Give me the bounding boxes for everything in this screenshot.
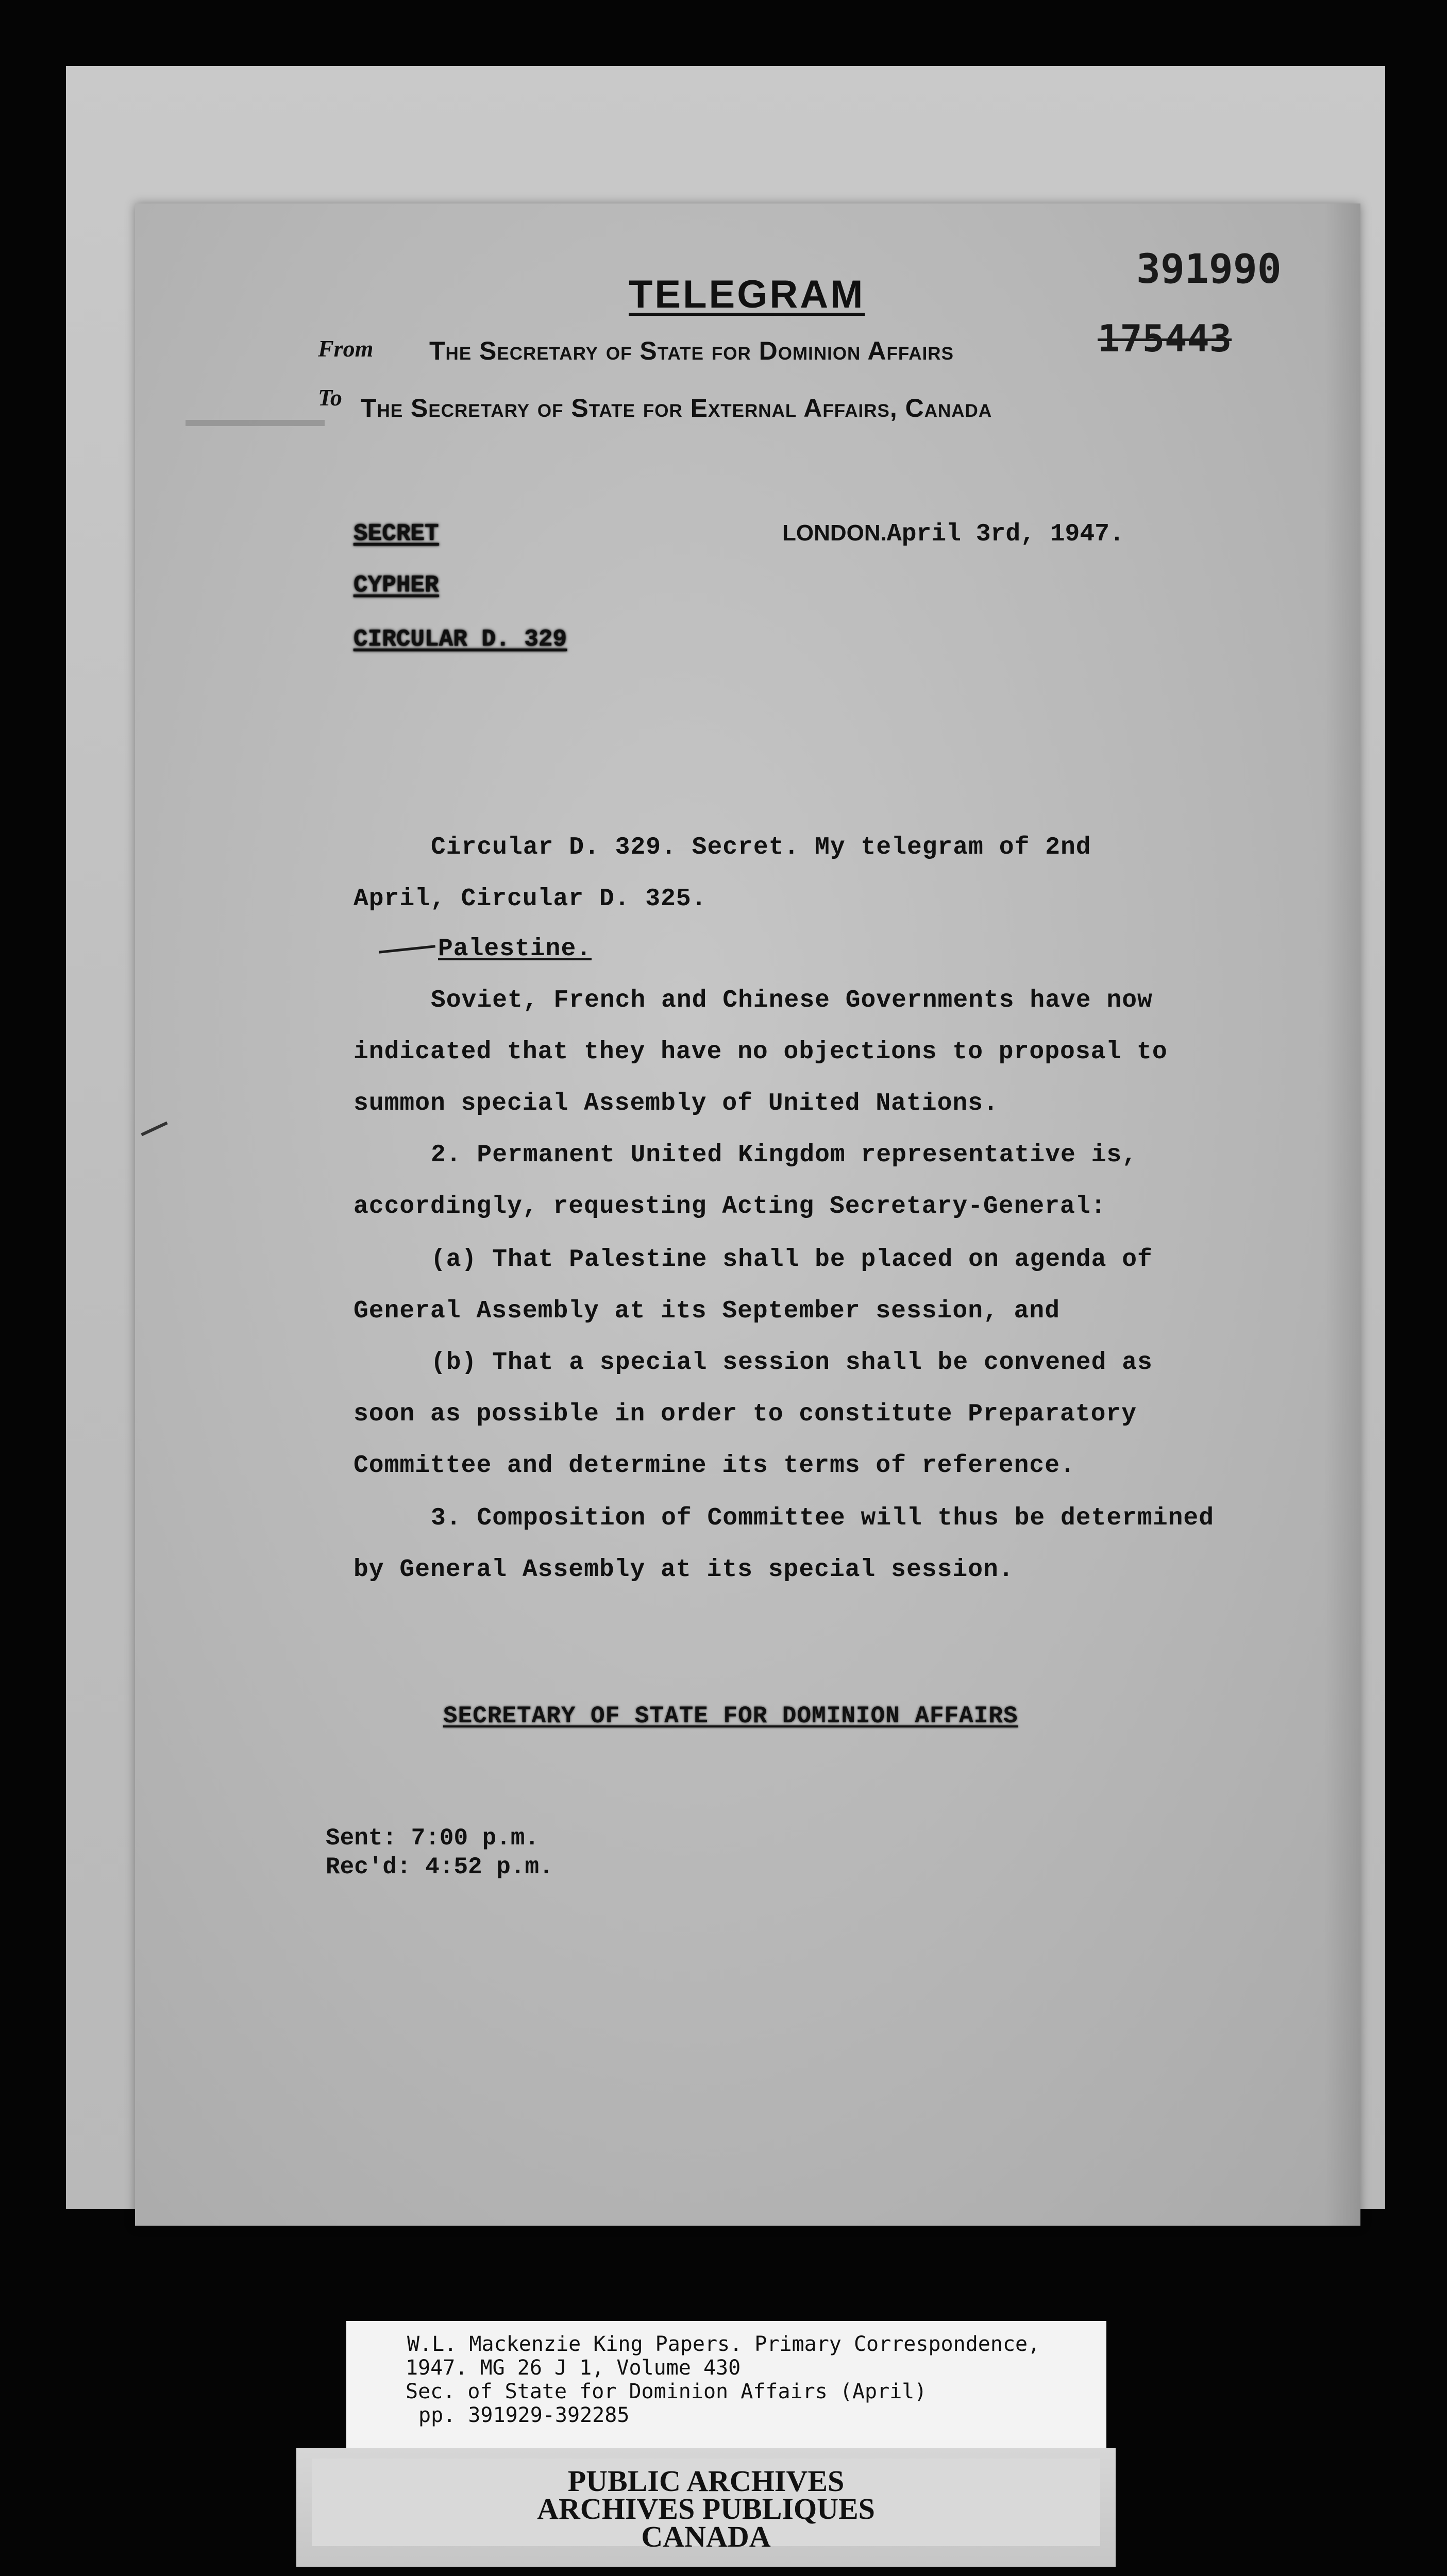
from-label: From bbox=[318, 335, 374, 362]
citation-line: pp. 391929-392285 bbox=[418, 2403, 630, 2427]
old-number-stamp: 175443 bbox=[1098, 317, 1232, 360]
paper-mark bbox=[186, 420, 325, 426]
body-line: (b) That a special session shall be convened as bbox=[431, 1349, 1153, 1377]
classification-secret: SECRET bbox=[354, 520, 439, 547]
body-line: by General Assembly at its special session. bbox=[354, 1556, 1014, 1584]
body-line: soon as possible in order to constitute Preparatory bbox=[354, 1400, 1137, 1428]
body-line: 3. Composition of Committee will thus be determined bbox=[431, 1504, 1215, 1532]
citation-line: W.L. Mackenzie King Papers. Primary Correspondence, bbox=[407, 2332, 1040, 2356]
body-line: summon special Assembly of United Nations. bbox=[354, 1090, 999, 1117]
sent-time: Sent: 7:00 p.m. bbox=[326, 1825, 540, 1852]
body-line: Committee and determine its terms of reference. bbox=[354, 1452, 1075, 1480]
classification-circular: CIRCULAR D. 329 bbox=[354, 626, 567, 653]
body-line: Soviet, French and Chinese Governments have now bbox=[431, 987, 1153, 1014]
archive-label bbox=[312, 2459, 1100, 2553]
date: April 3rd, 1947. bbox=[886, 520, 1124, 548]
received-time: Rec'd: 4:52 p.m. bbox=[326, 1854, 553, 1880]
archive-line: PUBLIC ARCHIVES bbox=[567, 2464, 845, 2498]
body-line: (a) That Palestine shall be placed on agenda of bbox=[431, 1246, 1153, 1274]
archive-line: CANADA bbox=[641, 2520, 771, 2553]
city: LONDON. bbox=[782, 520, 887, 546]
subject-line: Palestine. bbox=[438, 935, 592, 963]
citation-line: 1947. MG 26 J 1, Volume 430 bbox=[406, 2356, 741, 2380]
body-line: 2. Permanent United Kingdom representative is, bbox=[431, 1141, 1138, 1169]
body-line: Circular D. 329. Secret. My telegram of 2nd bbox=[431, 834, 1091, 861]
body-line: accordingly, requesting Acting Secretary-General: bbox=[354, 1193, 1106, 1221]
to-label: To bbox=[318, 384, 342, 411]
body-line: April, Circular D. 325. bbox=[354, 885, 707, 913]
body-line: General Assembly at its September session, and bbox=[354, 1297, 1061, 1325]
telegram-title: TELEGRAM bbox=[629, 273, 865, 316]
signature-line: SECRETARY OF STATE FOR DOMINION AFFAIRS bbox=[443, 1703, 1018, 1730]
archive-stamp bbox=[296, 2448, 1116, 2567]
page-fold-shadow bbox=[1324, 204, 1360, 2226]
recipient: The Secretary of State for External Affairs, Canada bbox=[361, 394, 992, 422]
archive-line: ARCHIVES PUBLIQUES bbox=[537, 2492, 875, 2526]
sender: The Secretary of State for Dominion Affairs bbox=[429, 336, 954, 365]
citation-line: Sec. of State for Dominion Affairs (April) bbox=[406, 2380, 927, 2403]
citation-card bbox=[346, 2321, 1106, 2451]
body-line: indicated that they have no objections to proposal to bbox=[354, 1038, 1168, 1066]
document-number-stamp: 391990 bbox=[1136, 246, 1282, 293]
date-line bbox=[782, 520, 1124, 548]
classification-cypher: CYPHER bbox=[354, 572, 439, 599]
